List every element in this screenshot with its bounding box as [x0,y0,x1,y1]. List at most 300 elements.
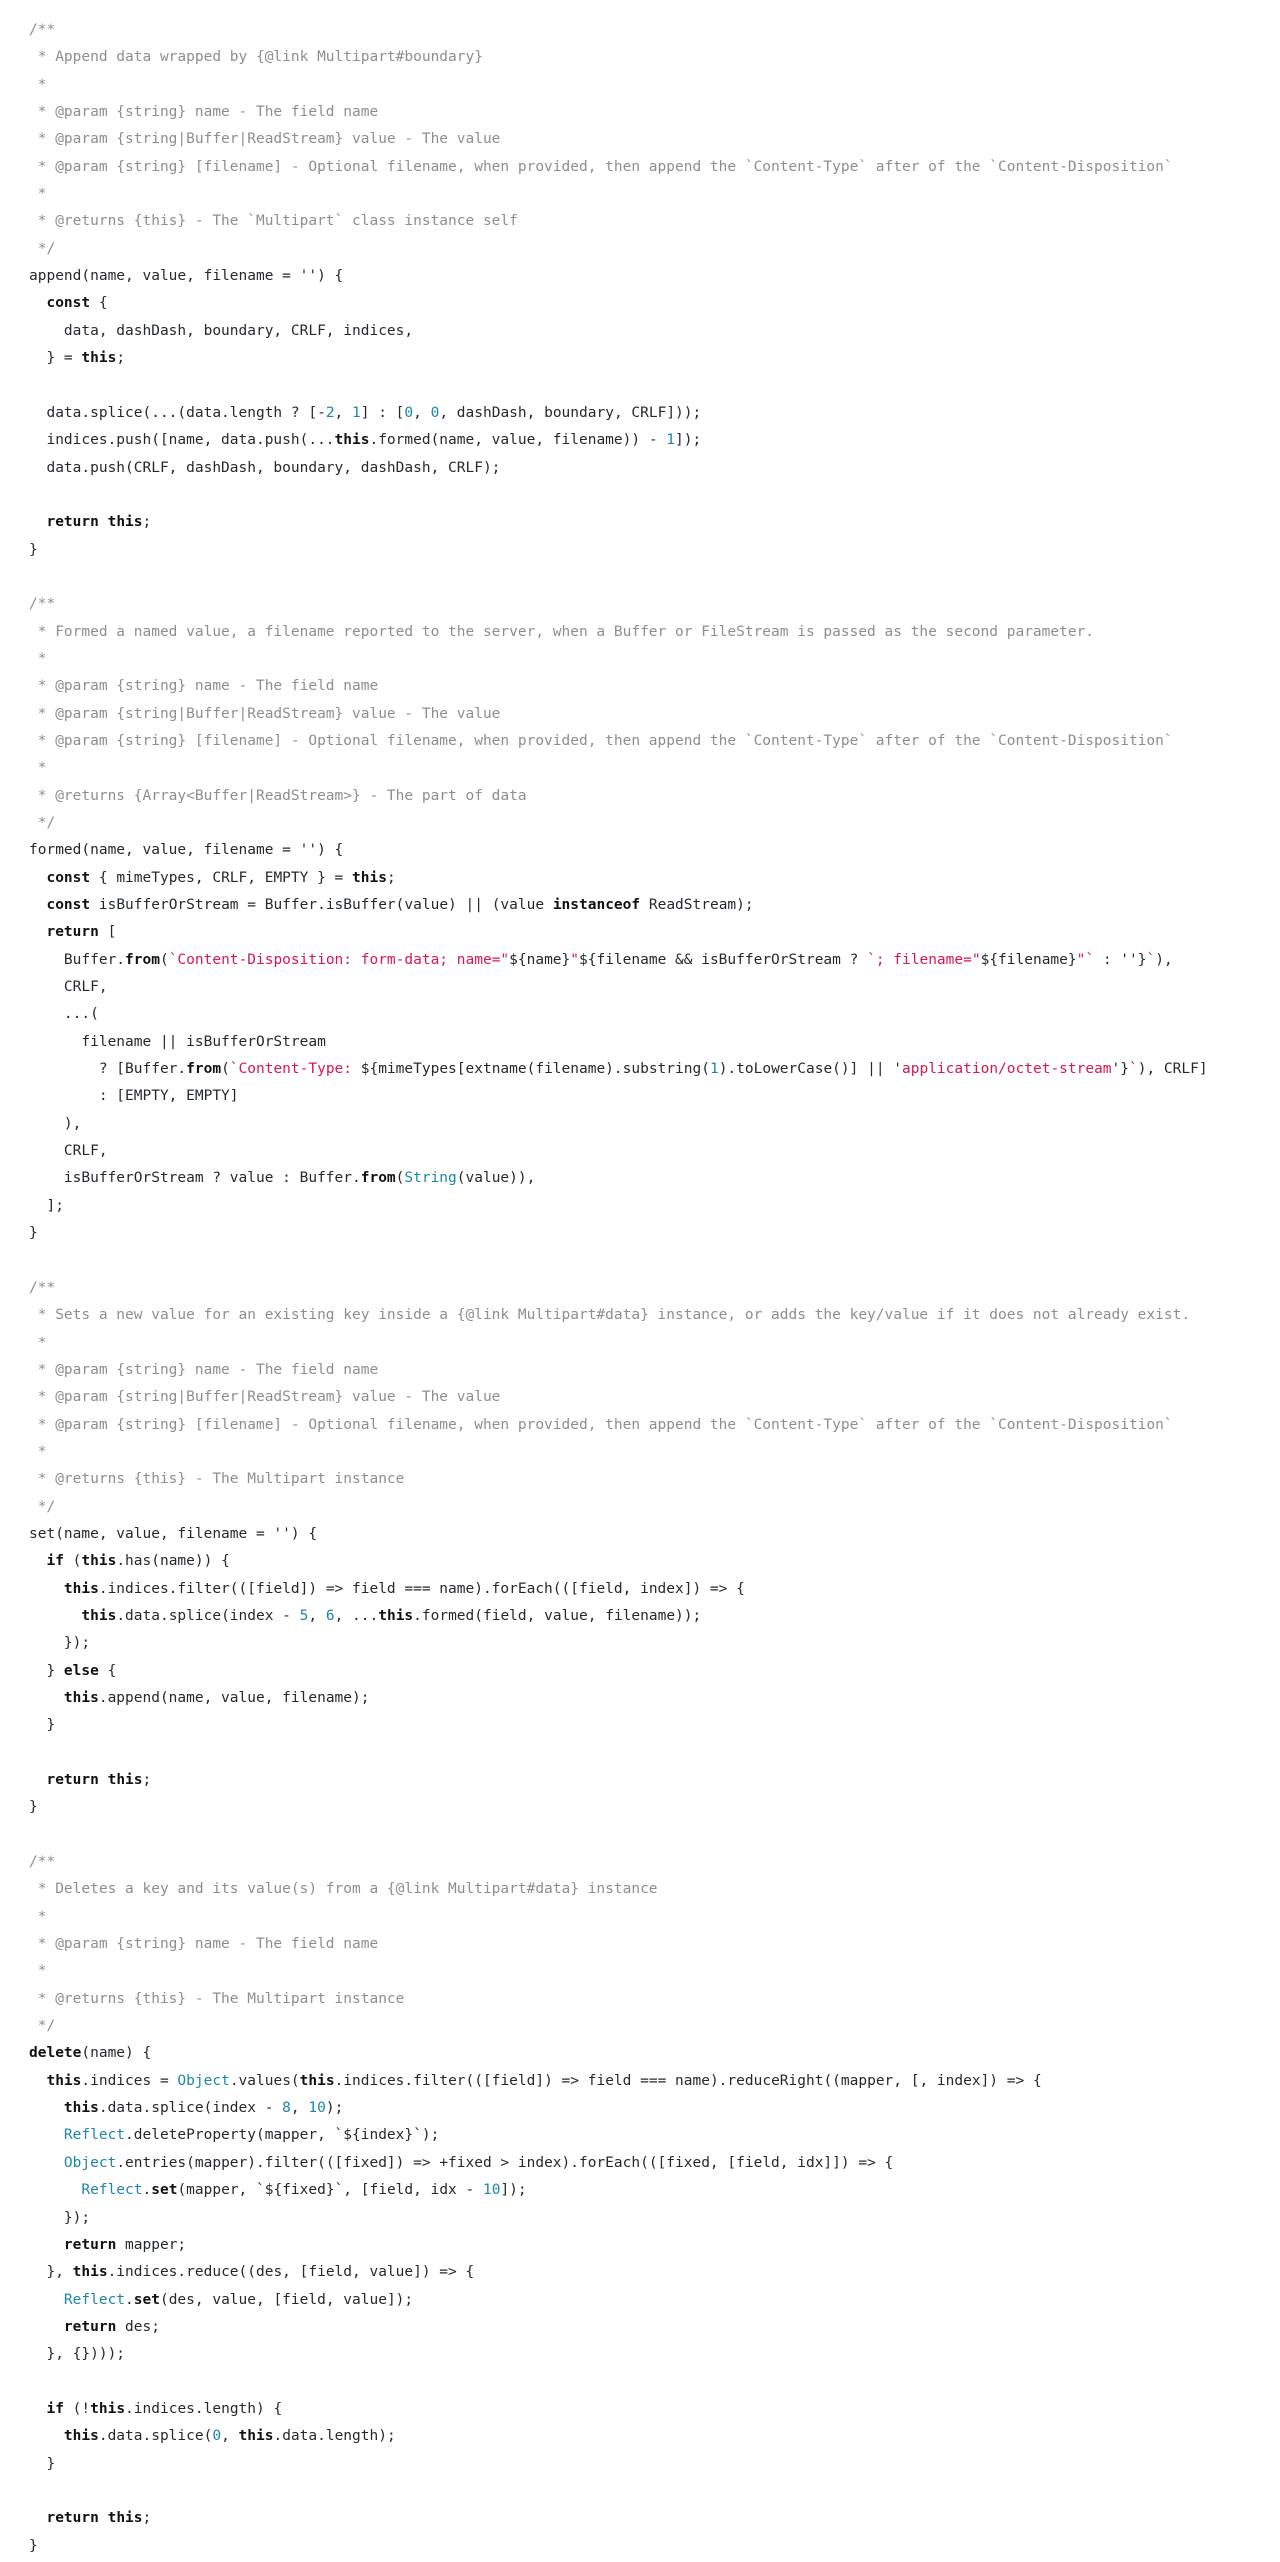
code-token [29,2510,46,2526]
code-token: isBufferOrStream = Buffer.isBuffer(value) || (value [90,897,553,913]
comment-token: * [29,186,47,203]
comment-token: */ [29,1498,56,1515]
code-line [29,1740,1280,1767]
code-token: . [142,2182,152,2199]
code-line [29,1548,1280,1575]
code-token: ), [29,1115,82,1132]
keyword-token: this [46,2072,82,2089]
code-token: indices.push([name, data.push(... [29,432,335,449]
comment-token: * Formed a named value, a filename reported to the server, when a Buffer or FileStream is passed as the second parameter. [29,623,1095,640]
code-token: { mimeTypes, CRLF, EMPTY } = [90,869,353,886]
number-token: 1 [352,404,361,421]
keyword-token: this [63,2100,99,2117]
code-line [29,427,1280,454]
code-token: (value)), [456,1170,536,1187]
code-line [29,208,1280,235]
comment-token: * @returns {Array<Buffer|ReadStream>} - The part of data [29,787,527,804]
keyword-token: if [46,1553,64,1570]
code-token: ; [386,869,396,886]
code-line [29,755,1280,782]
code-line [29,1193,1280,1220]
code-line [29,1165,1280,1192]
code-token [29,924,46,940]
keyword-token: else [63,1662,99,1679]
number-token: 1 [666,432,676,449]
code-line [29,2122,1280,2149]
keyword-token: set [133,2291,160,2308]
code-line [29,44,1280,71]
comment-token: * @returns {this} - The `Multipart` class instance self [29,213,518,230]
code-token: , ... [334,1607,379,1624]
code-line [29,1494,1280,1521]
code-token: ), [1155,951,1173,968]
code-token: ]); [675,432,702,449]
code-token: } [29,1225,38,1242]
code-token [29,2155,64,2171]
code-token: : [EMPTY, EMPTY] [29,1088,239,1105]
number-token: 5 [299,1607,309,1624]
builtin-token: Reflect [63,2291,126,2308]
code-line [29,1138,1280,1165]
builtin-token: String [404,1170,457,1187]
keyword-token: this [90,2400,126,2417]
code-line [29,482,1280,509]
code-token: ( [395,1170,405,1187]
builtin-token: Object [63,2154,117,2171]
code-token: [ [98,924,117,941]
code-token: } [29,541,38,558]
comment-token: * [29,650,47,667]
code-token: } [29,2537,38,2554]
code-line [29,2533,1280,2560]
code-line [29,837,1280,864]
code-token: ] : [ [360,404,405,421]
code-line [29,154,1280,181]
code-token: .has(name)) { [116,1553,230,1570]
code-token: .formed(field, value, filename)); [413,1607,702,1624]
code-line [29,1439,1280,1466]
code-line [29,1931,1280,1958]
code-line [29,2177,1280,2204]
keyword-token: from [360,1170,396,1187]
code-token [29,1608,81,1624]
code-line [29,728,1280,755]
code-line [29,1466,1280,1493]
string-token: "` [1076,951,1095,968]
code-line [29,455,1280,482]
code-line [29,1412,1280,1439]
comment-token: * [29,1334,47,1351]
comment-token: * @param {string} [filename] - Optional filename, when provided, then append the `Content-Type` after of the `Content-Disposition` [29,732,1173,749]
code-line [29,181,1280,208]
keyword-token: const [46,295,91,312]
code-token: }, [29,2264,73,2281]
number-token: 10 [482,2182,501,2199]
code-line [29,2259,1280,2286]
code-token: .indices.length) { [125,2400,283,2417]
comment-token: * @param {string} name - The field name [29,678,379,695]
code-token: ; [116,350,126,367]
keyword-token: if [46,2400,64,2417]
code-token: append(name, value, filename = '') { [29,268,344,285]
code-token: .data.splice( [98,2428,213,2445]
code-token: .append(name, value, filename); [98,1689,370,1706]
keyword-token: this [63,1580,99,1597]
code-token: .values( [229,2072,300,2089]
keyword-token: return [63,2318,117,2335]
code-line [29,1576,1280,1603]
code-token: .indices.filter(([field]) => field === name).forEach(([field, index]) => { [98,1580,745,1597]
code-token [29,295,46,311]
code-line [29,947,1280,974]
code-line [29,17,1280,44]
code-token: } [29,2455,56,2472]
code-line [29,2013,1280,2040]
builtin-token: Reflect [81,2182,143,2199]
code-line [29,1029,1280,1056]
code-token: ; [142,2510,152,2527]
builtin-token: Reflect [63,2127,126,2144]
keyword-token: this [81,350,117,367]
code-token: . [125,2291,134,2308]
keyword-token: this [107,2510,143,2527]
code-token: }); [29,1635,91,1652]
keyword-token: this [378,1607,414,1624]
string-token: application/octet-stream [902,1061,1112,1078]
code-line [29,2478,1280,2505]
comment-token: * @param {string} name - The field name [29,104,379,121]
keyword-token: this [63,1689,99,1706]
code-token: } = [29,350,82,367]
comment-token: * @param {string} name - The field name [29,1936,379,1953]
code-token: , [221,2428,239,2445]
code-token: ...( [29,1006,99,1023]
keyword-token: this [63,2428,99,2445]
code-token: isBufferOrStream ? value : Buffer. [29,1170,361,1187]
number-token: 6 [325,1607,335,1624]
code-line [29,646,1280,673]
comment-token: * @param {string|Buffer|ReadStream} value - The value [29,1389,501,1406]
code-token: .data.length); [273,2428,396,2445]
code-token: }); [29,2209,91,2226]
code-line [29,673,1280,700]
code-line [29,1275,1280,1302]
string-token: `; filename=" [867,951,981,968]
comment-token: /** [29,1854,56,1871]
code-line [29,2451,1280,2478]
code-token: } [29,1662,64,1679]
code-token [29,1690,64,1706]
keyword-token: this [107,514,143,531]
comment-token: * [29,760,47,777]
comment-token: */ [29,240,56,257]
keyword-token: this [334,432,370,449]
code-token: ]); [500,2182,527,2199]
code-line [29,290,1280,317]
code-line [29,1521,1280,1548]
keyword-token: from [125,951,160,968]
code-line [29,1083,1280,1110]
code-token: ; [142,1772,152,1788]
code-line [29,2150,1280,2177]
code-token: CRLF, [29,979,108,996]
number-token: 1 [709,1061,719,1078]
code-token: .data.splice(index - [98,2100,283,2117]
code-line [29,537,1280,564]
code-line [29,2505,1280,2532]
keyword-token: delete [29,2045,82,2062]
code-token: .indices.reduce((des, [field, value]) => { [107,2264,475,2281]
code-line [29,2095,1280,2122]
code-token [29,2237,64,2253]
code-line [29,99,1280,126]
code-line [29,2314,1280,2341]
code-token [29,1581,64,1597]
code-token: ${name} [509,951,571,968]
code-token: ), CRLF] [1137,1061,1208,1078]
keyword-token: return [63,2236,117,2253]
comment-token: * [29,1963,47,1980]
keyword-token: set [151,2182,178,2199]
code-line [29,400,1280,427]
code-token [29,2292,64,2308]
string-token: ` [1129,1061,1138,1078]
code-token: CRLF, [29,1143,108,1160]
comment-token: * [29,76,47,93]
code-token: , dashDash, boundary, CRLF])); [439,404,702,421]
code-line [29,509,1280,536]
code-token [29,514,46,530]
code-line [29,892,1280,919]
comment-token: */ [29,2018,56,2035]
code-token: .data.splice(index - [116,1607,300,1624]
code-token [29,870,46,886]
code-line [29,2396,1280,2423]
code-token: formed(name, value, filename = '') { [29,842,344,859]
code-token: ${mimeTypes[extname(filename).substring( [360,1061,710,1078]
keyword-token: return [46,1772,99,1788]
code-token [29,2428,64,2444]
keyword-token: instanceof [552,897,641,913]
keyword-token: this [81,1553,117,1570]
code-line [29,126,1280,153]
code-token: ${filename} [980,951,1077,968]
code-token [29,1553,46,1569]
keyword-token: this [72,2264,108,2281]
number-token: 8 [282,2100,291,2117]
code-token: .indices.filter(([field]) => field === name).reduceRight((mapper, [, index]) => { [334,2072,1042,2089]
code-token: ).toLowerCase()] || ' [718,1061,903,1078]
comment-token: /** [29,22,56,38]
code-line [29,263,1280,290]
code-token: ( [63,1553,82,1570]
number-token: 0 [212,2428,222,2445]
code-line [29,1767,1280,1794]
code-line [29,974,1280,1001]
number-token: 0 [404,404,414,421]
code-token: filename || isBufferOrStream [29,1033,326,1050]
comment-token: * Sets a new value for an existing key inside a {@link Multipart#data} instance, or adds the key/value if it does not already exist. [29,1307,1191,1324]
code-line [29,2068,1280,2095]
code-line [29,865,1280,892]
string-token: `Content-Disposition: form-data; name=" [168,951,510,968]
code-line [29,1876,1280,1903]
keyword-token: return [46,514,99,531]
code-line [29,1111,1280,1138]
comment-token: * @param {string|Buffer|ReadStream} value - The value [29,131,501,148]
code-token: ); [325,2100,344,2117]
comment-token: * [29,1908,47,1925]
code-line [29,1357,1280,1384]
string-token: " [570,951,579,968]
comment-token: * Append data wrapped by {@link Multipart#boundary} [29,49,483,66]
comment-token: * @returns {this} - The Multipart instance [29,1471,405,1488]
comment-token: * @param {string} name - The field name [29,1361,379,1378]
code-line [29,783,1280,810]
code-token [29,2100,64,2116]
code-token [29,2127,64,2143]
code-line [29,1220,1280,1247]
code-line [29,564,1280,591]
code-token: ${filename && isBufferOrStream ? [579,951,868,968]
code-line [29,591,1280,618]
code-token: .deleteProperty(mapper, `${index}`); [125,2127,440,2144]
number-token: 10 [308,2100,326,2117]
code-token: }, {}))); [29,2346,126,2363]
code-line [29,1958,1280,1985]
code-token [99,2510,108,2526]
code-line [29,1794,1280,1821]
string-token: ` [1146,951,1156,968]
comment-token: * @param {string} [filename] - Optional filename, when provided, then append the `Content-Type` after of the `Content-Disposition` [29,1416,1173,1433]
code-line [29,1330,1280,1357]
code-line [29,919,1280,946]
code-token: , [334,404,353,421]
string-token: `Content-Type: [229,1061,361,1078]
comment-token: /** [29,1279,56,1296]
code-line [29,1302,1280,1329]
code-token: data.splice(...(data.length ? [- [29,404,326,421]
code-token: ( [159,951,169,968]
code-token: } [29,1799,38,1816]
comment-token: * @returns {this} - The Multipart instance [29,1990,405,2007]
code-line [29,1384,1280,1411]
keyword-token: const [46,897,91,913]
comment-token: * Deletes a key and its value(s) from a {@link Multipart#data} instance [29,1881,658,1898]
code-token: .entries(mapper).filter(([fixed]) => +fixed > index).forEach(([fixed, [field, idx]]) => { [116,2154,894,2171]
code-token: ; [142,514,152,531]
code-token: .formed(name, value, filename)) - [369,432,667,449]
code-line [29,2040,1280,2067]
code-token: { [98,1662,117,1679]
comment-token: * [29,1443,47,1460]
code-token [29,2073,46,2089]
code-token: : ''} [1094,951,1147,968]
code-line [29,1822,1280,1849]
number-token: 2 [325,404,335,421]
code-token [29,1772,46,1788]
code-token: { [90,295,108,312]
code-line [29,1001,1280,1028]
code-line [29,236,1280,263]
code-line [29,1904,1280,1931]
code-line [29,372,1280,399]
code-line [29,1849,1280,1876]
keyword-token: this [81,1607,117,1624]
code-token [29,2401,46,2417]
code-line [29,1630,1280,1657]
comment-token: /** [29,596,56,613]
code-token: ]; [29,1197,64,1214]
code-line [29,2341,1280,2368]
code-line [29,72,1280,99]
code-token: (des, value, [field, value]); [159,2291,414,2308]
code-token: '} [1111,1061,1129,1078]
builtin-token: Object [177,2072,230,2089]
code-token: data.push(CRLF, dashDash, boundary, dashDash, CRLF); [29,459,501,476]
code-token: ReadStream); [640,897,754,913]
code-line [29,1712,1280,1739]
code-line [29,1247,1280,1274]
code-line [29,701,1280,728]
code-token: set(name, value, filename = '') { [29,1525,318,1542]
code-token [29,897,46,913]
code-token: (! [63,2400,91,2417]
code-token: ( [221,1061,230,1078]
keyword-token: this [299,2072,335,2089]
number-token: 0 [430,404,440,421]
keyword-token: return [46,924,99,941]
code-line [29,810,1280,837]
code-line [29,1658,1280,1685]
code-line [29,1603,1280,1630]
code-token: Buffer. [29,951,126,968]
code-token: , [308,1607,326,1624]
keyword-token: from [186,1061,222,1078]
code-line [29,2369,1280,2396]
code-line [29,318,1280,345]
code-line [29,1685,1280,1712]
code-token [99,1772,108,1788]
keyword-token: const [46,869,91,886]
code-token [29,2319,64,2335]
code-line [29,2232,1280,2259]
code-token: , [290,2100,309,2117]
code-line [29,619,1280,646]
code-token [99,514,108,530]
keyword-token: return [46,2510,99,2527]
code-line [29,1056,1280,1083]
comment-token: * @param {string|Buffer|ReadStream} value - The value [29,705,501,722]
code-token: (mapper, `${fixed}`, [field, idx - [177,2182,483,2199]
code-token: } [29,1717,56,1734]
code-token: data, dashDash, boundary, CRLF, indices, [29,322,414,339]
code-line [29,2287,1280,2314]
code-token [29,2182,81,2198]
comment-token: */ [29,814,56,831]
code-line [29,2205,1280,2232]
comment-token: * @param {string} [filename] - Optional filename, when provided, then append the `Content-Type` after of the `Content-Disposition` [29,158,1173,175]
code-line [29,345,1280,372]
code-token: mapper; [116,2236,187,2253]
code-token: (name) { [81,2045,152,2062]
code-token: ? [Buffer. [29,1061,187,1078]
code-line [29,1986,1280,2013]
code-token: des; [116,2318,160,2335]
keyword-token: this [107,1772,143,1788]
keyword-token: this [352,869,387,886]
code-line [29,2423,1280,2450]
